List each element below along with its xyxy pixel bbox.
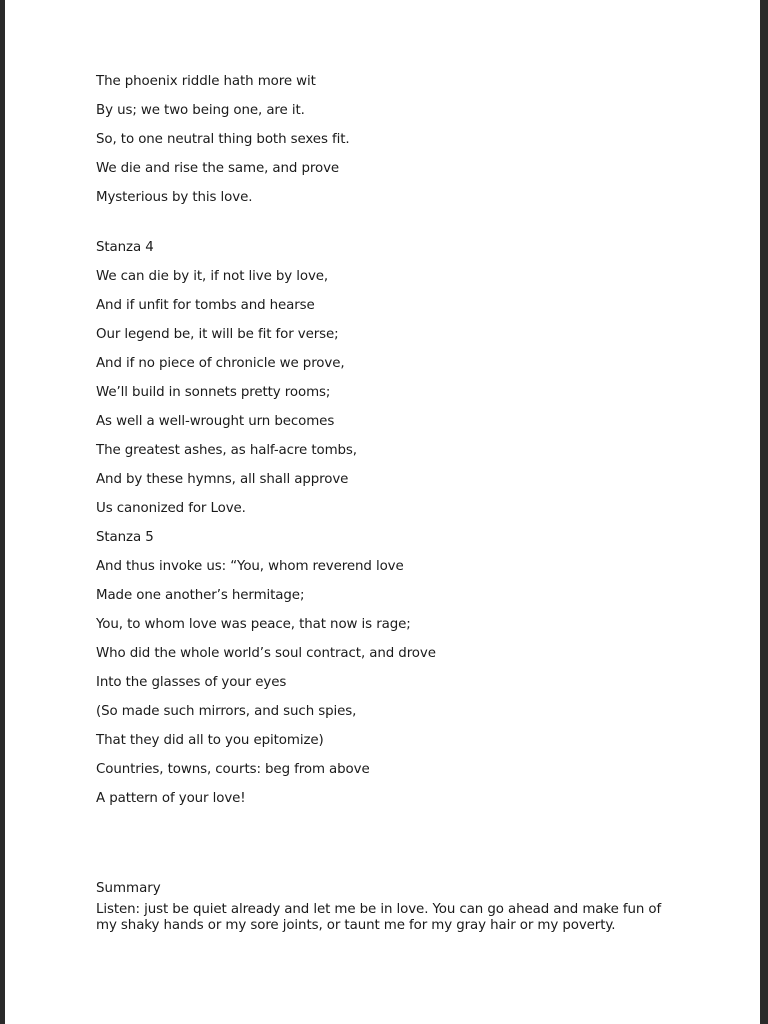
summary-section: [96, 875, 696, 934]
poem-line: Countries, towns, courts: beg from above: [96, 762, 370, 777]
poem-line: Mysterious by this love.: [96, 190, 253, 205]
poem-line: Made one another’s hermitage;: [96, 588, 305, 603]
poem-line: Our legend be, it will be fit for verse;: [96, 327, 339, 342]
poem-line: You, to whom love was peace, that now is rage;: [96, 617, 411, 632]
poem-line: And if unfit for tombs and hearse: [96, 298, 315, 313]
poem-line: And by these hymns, all shall approve: [96, 472, 349, 487]
stanza-4: [96, 233, 696, 523]
poem-line: So, to one neutral thing both sexes fit.: [96, 132, 350, 147]
document-page: [5, 0, 760, 1024]
right-border: [760, 0, 768, 1024]
poem-line: A pattern of your love!: [96, 791, 246, 806]
poem-line: By us; we two being one, are it.: [96, 103, 305, 118]
poem-line: The phoenix riddle hath more wit: [96, 74, 316, 89]
stanza-heading: Stanza 5: [96, 530, 154, 545]
spacer: [96, 212, 696, 233]
poem-line: And if no piece of chronicle we prove,: [96, 356, 345, 371]
poem-line: We’ll build in sonnets pretty rooms;: [96, 385, 331, 400]
spacer: [96, 813, 696, 875]
summary-text: Listen: just be quiet already and let me be in love. You can go ahead and make fun of my shaky hands or my sore joints, or taunt me for my gray hair or my poverty.: [96, 902, 662, 933]
poem-line: And thus invoke us: “You, whom reverend love: [96, 559, 404, 574]
stanza-heading: Stanza 4: [96, 240, 154, 255]
poem-line: Who did the whole world’s soul contract, and drove: [96, 646, 436, 661]
summary-heading: Summary: [96, 881, 161, 896]
poem-line: We can die by it, if not live by love,: [96, 269, 329, 284]
poem-line: Into the glasses of your eyes: [96, 675, 287, 690]
poem-line: The greatest ashes, as half-acre tombs,: [96, 443, 357, 458]
poem-line: That they did all to you epitomize): [96, 733, 324, 748]
poem-line: We die and rise the same, and prove: [96, 161, 340, 176]
document-content: [96, 67, 696, 934]
poem-line: As well a well-wrought urn becomes: [96, 414, 335, 429]
stanza-3-tail: [96, 67, 696, 212]
poem-line: Us canonized for Love.: [96, 501, 246, 516]
poem-line: (So made such mirrors, and such spies,: [96, 704, 357, 719]
stanza-5: [96, 523, 696, 813]
